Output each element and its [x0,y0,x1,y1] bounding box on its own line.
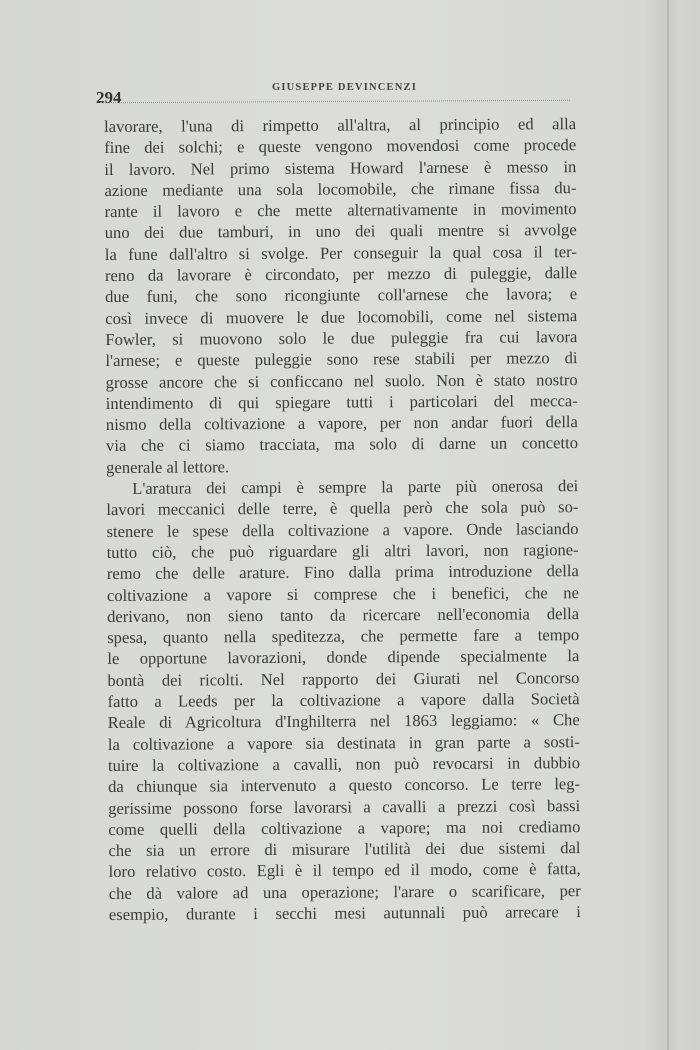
header-rule [100,100,570,103]
text-line: nismo della coltivazione a vapore, per non andar fuori della [105,412,578,435]
text-line: lavori meccanici delle terre, è quella però che sola può so- [106,497,579,520]
text-line: fine dei solchi; e queste vengono movendosi come procede [104,135,577,158]
text-line: uno dei due tamburi, in uno dei quali mentre si avvolge [104,220,577,243]
text-line: coltivazione a vapore si comprese che i benefici, che ne [106,582,579,605]
text-line: che sia un errore di misurare l'utilità dei due sistemi dal [108,838,581,861]
text-line: remo che delle arature. Fino dalla prima introduzione della [106,561,579,584]
text-line: l'arnese; e queste puleggie sono rese stabili per mezzo di [105,348,578,371]
text-line: come quelli della coltivazione a vapore; ma noi crediamo [108,816,581,839]
text-line: rante il lavoro e che mette alternativamente in movimento [104,199,577,222]
text-line: così invece di muovere le due locomobili, come nel sistema [105,305,578,328]
text-line: gerissime possono forse lavorarsi a cavalli a prezzi così bassi [108,795,581,818]
text-line: esempio, durante i secchi mesi autunnali può arrecare i [108,902,581,924]
text-line: stenere le spese della coltivazione a vapore. Onde lasciando [106,518,579,541]
text-line: intendimento di qui spiegare tutti i particolari del mecca- [105,390,578,413]
text-line: derivano, non sieno tanto da ricercare nell'economia della [106,603,580,626]
page-number: 294 [96,88,122,107]
text-line: tutto ciò, che può riguardare gli altri lavori, non ragione- [106,540,579,562]
text-line: il lavoro. Nel primo sistema Howard l'arnese è messo in [104,156,577,179]
body-text [104,113,581,925]
text-line: fatto a Leeds per la coltivazione a vapore dalla Società [107,689,580,712]
text-line: reno da lavorare è circondato, per mezzo di puleggie, dalle [104,263,578,286]
text-line: la fune dall'altro si svolge. Per conseguir la qual cosa il ter- [104,241,577,264]
text-line: le opportune lavorazioni, donde dipende specialmente la [107,646,580,669]
text-line: la coltivazione a vapore sia destinata in gran parte a sosti- [107,731,580,754]
page-edge [667,0,669,1050]
text-line: azione mediante una sola locomobile, che rimane fissa du- [104,178,577,200]
text-line: Fowler, si muovono solo le due puleggie fra cui lavora [105,327,578,349]
text-line: L'aratura dei campi è sempre la parte più onerosa dei [132,476,579,498]
text-line: Reale di Agricoltura d'Inghilterra nel 1863 leggiamo: « Che [107,710,580,733]
running-head: GIUSEPPE DEVINCENZI [272,82,418,93]
text-line: grosse ancore che si conficcano nel suolo. Non è stato nostro [105,369,578,392]
text-line: generale al lettore. [106,456,230,477]
text-line: bontà dei ricolti. Nel rapporto dei Giurati nel Concorso [107,667,580,690]
text-line: loro relativo costo. Egli è il tempo ed il modo, come è fatta, [108,859,581,882]
text-line: due funi, che sono ricongiunte coll'arnese che lavora; e [105,284,578,307]
text-line: tuire la coltivazione a cavalli, non può revocarsi in dubbio [107,753,581,775]
text-line: lavorare, l'una di rimpetto all'altra, al principio ed alla [104,114,577,136]
text-line: che dà valore ad una operazione; l'arare o scarificare, per [108,880,581,903]
text-line: spesa, quanto nella speditezza, che permette fare a tempo [107,625,580,648]
text-line: via che ci siamo tracciata, ma solo di darne un concetto [105,433,579,456]
text-line: da chiunque sia intervenuto a questo concorso. Le terre leg- [108,774,581,797]
